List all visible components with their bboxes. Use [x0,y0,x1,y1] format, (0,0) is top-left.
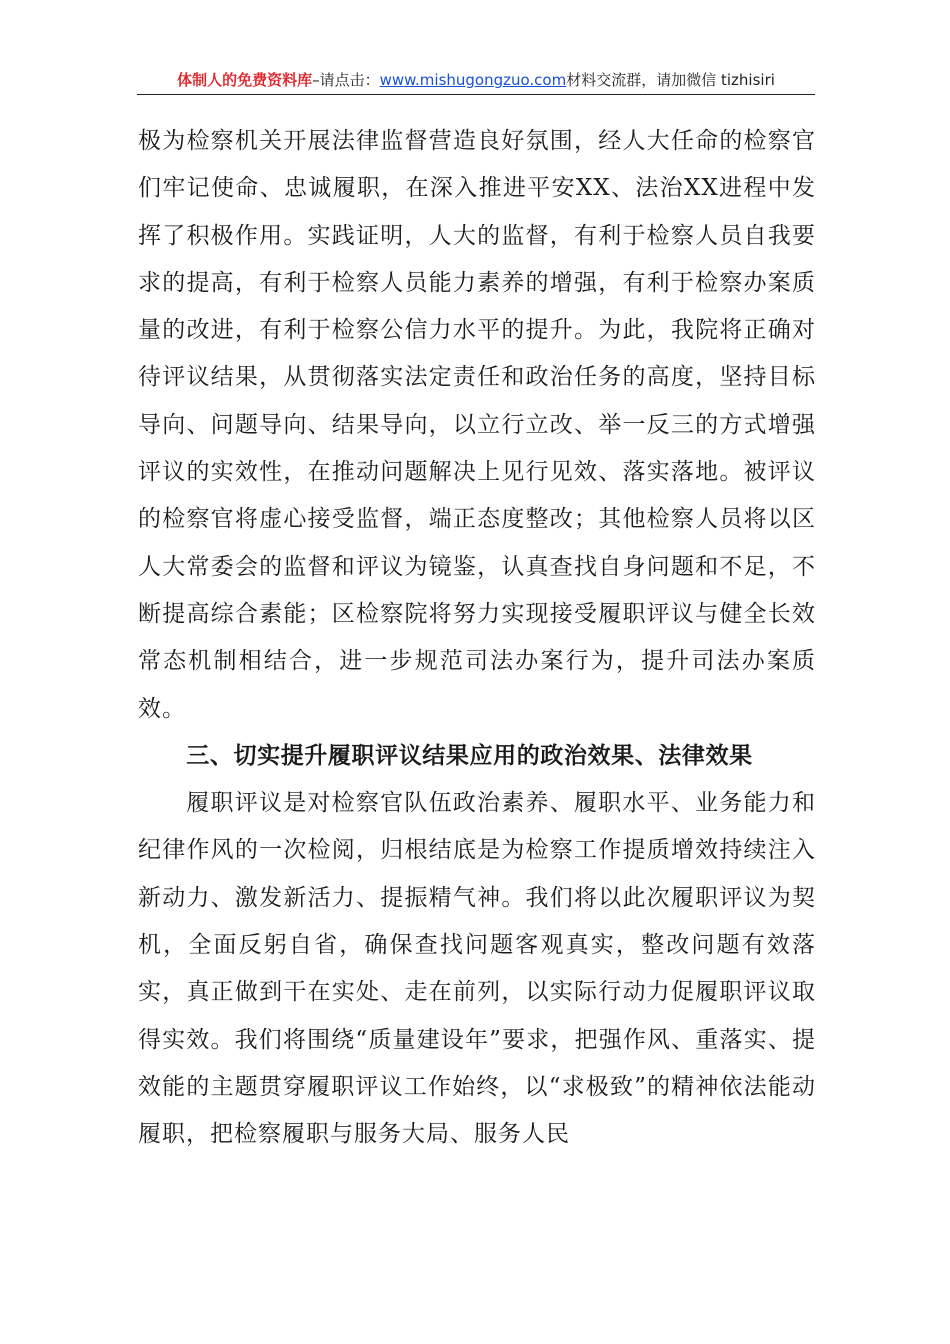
header-tail: 材料交流群，请加微信 tizhisiri [566,71,775,89]
header-link[interactable]: www.mishugongzuo.com [379,71,567,89]
paragraph-continued: 极为检察机关开展法律监督营造良好氛围，经人大任命的检察官们牢记使命、忠诚履职，在深入推进平安XX、法治XX进程中发挥了积极作用。实践证明，人大的监督，有利于检察人员自我要求的提高，有利于检察人员能力素养的增强，有利于检察办案质量的改进，有利于检察公信力水平的提升。为此，我院将正确对待评议结果，从贯彻落实法定责任和政治任务的高度，坚持目标导向、问题导向、结果导向，以立行立改、举一反三的方式增强评议的实效性，在推动问题解决上见行见效、落实落地。被评议的检察官将虚心接受监督，端正态度整改；其他检察人员将以区人大常委会的监督和评议为镜鉴，认真查找自身问题和不足，不断提高综合素能；区检察院将努力实现接受履职评议与健全长效常态机制相结合，进一步规范司法办案行为，提升司法办案质效。 [138,128,816,722]
header-prompt: –请点击： [312,71,380,89]
document-body [138,118,816,1159]
section-heading: 三、切实提升履职评议结果应用的政治效果、法律效果 [186,742,753,769]
page-header [137,66,815,95]
paragraph: 履职评议是对检察官队伍政治素养、履职水平、业务能力和纪律作风的一次检阅，归根结底是为检察工作提质增效持续注入新动力、激发新活力、提振精气神。我们将以此次履职评议为契机，全面反躬自省，确保查找问题客观真实，整改问题有效落实，真正做到干在实处、走在前列，以实际行动力促履职评议取得实效。我们将围绕“质量建设年”要求，把强作风、重落实、提效能的主题贯穿履职评议工作始终，以“求极致”的精神依法能动履职，把检察履职与服务大局、服务人民 [138,790,816,1148]
header-brand: 体制人的免费资料库 [177,71,313,89]
